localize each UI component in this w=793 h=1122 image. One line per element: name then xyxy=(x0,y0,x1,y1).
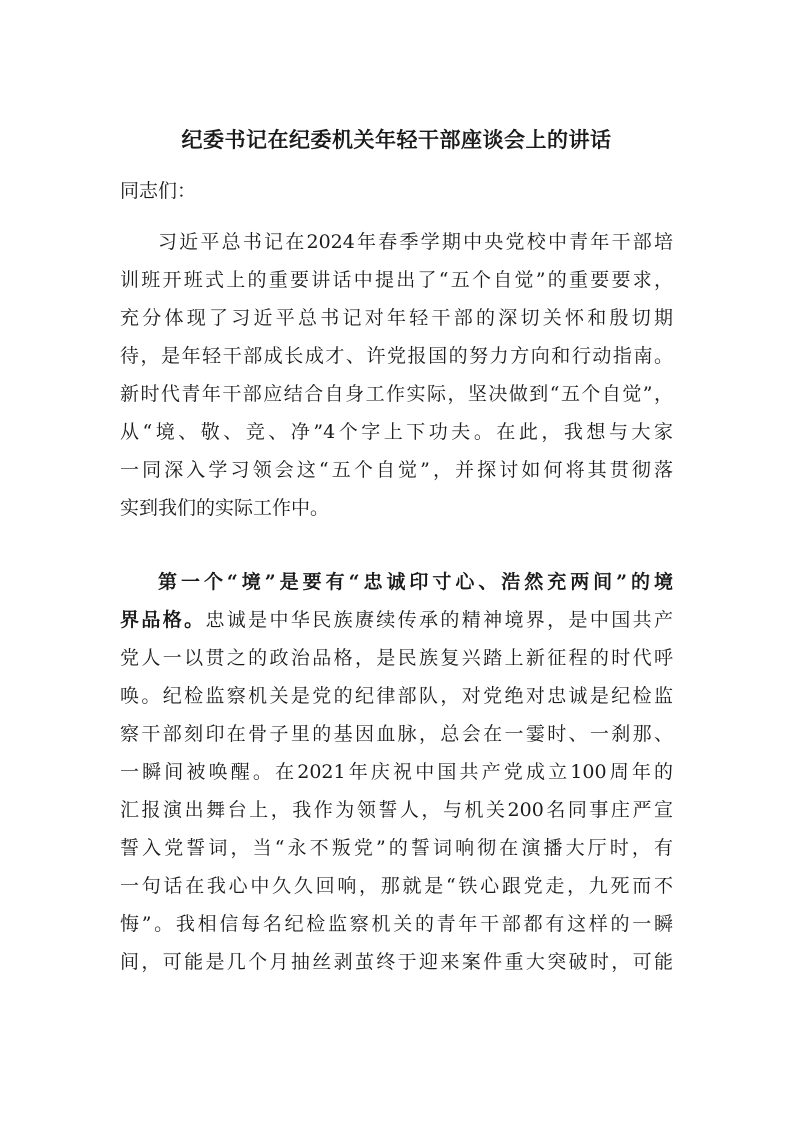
paragraph-2-line: 察干部刻印在骨子里的基因血脉，总会在一霎时、一刹那、 xyxy=(120,723,673,745)
paragraph-2-line: 间，可能是几个月抽丝剥茧终于迎来案件重大突破时，可能 xyxy=(120,951,673,973)
section-heading-end: 界品格。 xyxy=(120,609,206,631)
paragraph-2-line xyxy=(120,601,673,639)
paragraph-2-line: 誓入党誓词，当“永不叛党”的誓词响彻在演播大厅时，有 xyxy=(120,837,673,859)
paragraph-2-line: 党人一以贯之的政治品格，是民族复兴踏上新征程的时代呼 xyxy=(120,647,673,669)
paragraph-1-line: 待，是年轻干部成长成才、许党报国的努力方向和行动指南。 xyxy=(120,345,673,367)
document-title: 纪委书记在纪委机关年轻干部座谈会上的讲话 xyxy=(181,127,612,152)
paragraph-2-line: 汇报演出舞台上，我作为领誓人，与机关200名同事庄严宣 xyxy=(120,799,673,821)
paragraph-1-line: 新时代青年干部应结合自身工作实际，坚决做到“五个自觉”， xyxy=(120,383,673,405)
paragraph-1-line: 一同深入学习领会这“五个自觉”，并探讨如何将其贯彻落 xyxy=(120,459,673,481)
paragraph-1-line: 充分体现了习近平总书记对年轻干部的深切关怀和殷切期 xyxy=(120,307,673,329)
section-heading-line: 第一个“境”是要有“忠诚印寸心、浩然充两间”的境 xyxy=(158,571,673,593)
paragraph-1-line: 从“境、敬、竞、净”4个字上下功夫。在此，我想与大家 xyxy=(120,421,673,443)
salutation: 同志们： xyxy=(120,180,197,202)
paragraph-2-text: 忠诚是中华民族赓续传承的精神境界，是中国共产 xyxy=(205,609,673,631)
paragraph-2-line: 唤。纪检监察机关是党的纪律部队，对党绝对忠诚是纪检监 xyxy=(120,685,673,707)
paragraph-1-line: 习近平总书记在2024年春季学期中央党校中青年干部培 xyxy=(158,231,673,253)
paragraph-2-line: 一句话在我心中久久回响，那就是“铁心跟党走，九死而不 xyxy=(120,875,673,897)
paragraph-2-line: 一瞬间被唤醒。在2021年庆祝中国共产党成立100周年的 xyxy=(120,761,673,783)
paragraph-2-line: 悔”。我相信每名纪检监察机关的青年干部都有这样的一瞬 xyxy=(120,913,673,935)
paragraph-1-line: 训班开班式上的重要讲话中提出了“五个自觉”的重要要求， xyxy=(120,269,673,291)
paragraph-1-line: 实到我们的实际工作中。 xyxy=(120,497,330,519)
